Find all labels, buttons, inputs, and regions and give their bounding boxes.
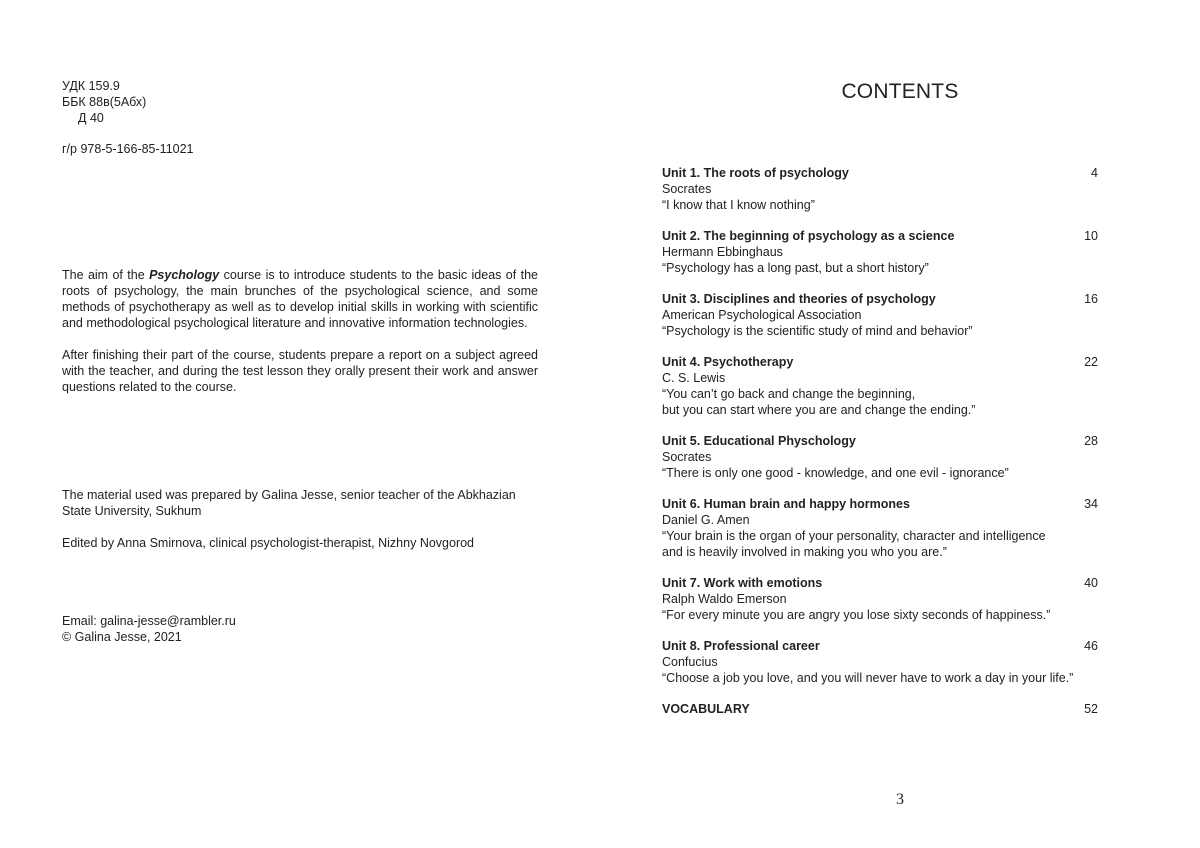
toc-page-number: 34 <box>1084 497 1098 511</box>
contents-heading: CONTENTS <box>841 80 959 103</box>
copyright: © Galina Jesse, 2021 <box>62 630 182 644</box>
course-description <box>62 267 538 395</box>
toc-unit-title: Unit 3. Disciplines and theories of psychology <box>662 292 936 306</box>
toc-unit-title: Unit 4. Psychotherapy <box>662 355 794 369</box>
toc-heading-row <box>662 575 1098 591</box>
editor-credit: Edited by Anna Smirnova, clinical psychologist-therapist, Nizhny Novgorod <box>62 536 475 550</box>
toc-quote-author: Daniel G. Amen <box>662 513 750 527</box>
toc-page-number: 16 <box>1084 292 1098 306</box>
toc-quote-line: “Psychology has a long past, but a short history” <box>662 261 929 275</box>
toc-page-number: 52 <box>1084 702 1098 716</box>
toc-unit-title: VOCABULARY <box>662 702 750 716</box>
toc-entry <box>662 354 1098 418</box>
classification-block <box>62 78 146 126</box>
aim-paragraph <box>62 267 538 331</box>
toc-unit-title: Unit 1. The roots of psychology <box>662 166 849 180</box>
contact-block <box>62 613 236 645</box>
toc-entry <box>662 291 1098 339</box>
credits-block <box>62 487 538 551</box>
toc-heading-row <box>662 228 1098 244</box>
toc-entry <box>662 228 1098 276</box>
right-page <box>600 0 1200 848</box>
toc-heading-row <box>662 701 1098 717</box>
toc-page-number: 28 <box>1084 434 1098 448</box>
toc-quote-line: “For every minute you are angry you lose sixty seconds of happiness.” <box>662 608 1051 622</box>
toc-quote-author: Hermann Ebbinghaus <box>662 245 783 259</box>
toc-quote-author: C. S. Lewis <box>662 371 726 385</box>
toc-page-number: 46 <box>1084 639 1098 653</box>
toc-heading-row <box>662 638 1098 654</box>
toc-quote-line: “Your brain is the organ of your personality, character and intelligence <box>662 529 1046 543</box>
toc-unit-title: Unit 7. Work with emotions <box>662 576 823 590</box>
aim-text-end: course is to introduce students to the basic ideas of the roots of psychology, the main brunches of the psychological science, and some methods of psychotherapy as well as to develop initial skills in working with scientific and methodological psychological literature and innovative information technologies. <box>62 268 539 330</box>
toc-unit-title: Unit 8. Professional career <box>662 639 820 653</box>
toc-quote-line: “There is only one good - knowledge, and one evil - ignorance” <box>662 466 1009 480</box>
toc-quote-line: “Psychology is the scientific study of mind and behavior” <box>662 324 973 338</box>
toc-quote-line: “You can’t go back and change the beginning, <box>662 387 916 401</box>
toc-unit-title: Unit 6. Human brain and happy hormones <box>662 497 910 511</box>
after-course-paragraph: After finishing their part of the course, students prepare a report on a subject agreed with the teacher, and during the test lesson they orally present their work and answer questions related to the course. <box>62 348 538 394</box>
page-number: 3 <box>896 791 904 808</box>
toc-entry <box>662 575 1098 623</box>
isbn: г/р 978-5-166-85-11021 <box>62 142 194 156</box>
aim-text-start: The aim of the <box>62 268 150 282</box>
toc-heading-row <box>662 165 1098 181</box>
toc-quote-line: but you can start where you are and change the ending.” <box>662 403 976 417</box>
course-name: Psychology <box>149 268 220 282</box>
toc-heading-row <box>662 496 1098 512</box>
email: Email: galina-jesse@rambler.ru <box>62 614 236 628</box>
toc-quote-line: and is heavily involved in making you who you are.” <box>662 545 947 559</box>
toc-unit-title: Unit 5. Educational Physchology <box>662 434 856 448</box>
toc-quote-line: “I know that I know nothing” <box>662 198 815 212</box>
material-credit: The material used was prepared by Galina Jesse, senior teacher of the Abkhazian State University, Sukhum <box>62 488 516 518</box>
toc-page-number: 22 <box>1084 355 1098 369</box>
toc-page-number: 4 <box>1091 166 1098 180</box>
toc-quote-author: Confucius <box>662 655 718 669</box>
toc-entry <box>662 496 1098 560</box>
toc-unit-title: Unit 2. The beginning of psychology as a science <box>662 229 955 243</box>
toc-entry <box>662 433 1098 481</box>
toc-page-number: 10 <box>1084 229 1098 243</box>
toc-entry <box>662 638 1098 686</box>
toc-quote-author: American Psychological Association <box>662 308 862 322</box>
toc-page-number: 40 <box>1084 576 1098 590</box>
toc-heading-row <box>662 291 1098 307</box>
toc-quote-author: Socrates <box>662 182 712 196</box>
toc-quote-author: Ralph Waldo Emerson <box>662 592 787 606</box>
toc-quote-line: “Choose a job you love, and you will never have to work a day in your life.” <box>662 671 1074 685</box>
author-mark: Д 40 <box>78 111 104 125</box>
udk-code: УДК 159.9 <box>62 79 120 93</box>
toc-heading-row <box>662 354 1098 370</box>
table-of-contents <box>662 165 1098 732</box>
bbk-code: ББК 88в(5Абх) <box>62 95 147 109</box>
toc-quote-author: Socrates <box>662 450 712 464</box>
toc-heading-row <box>662 433 1098 449</box>
toc-entry <box>662 701 1098 717</box>
toc-entry <box>662 165 1098 213</box>
